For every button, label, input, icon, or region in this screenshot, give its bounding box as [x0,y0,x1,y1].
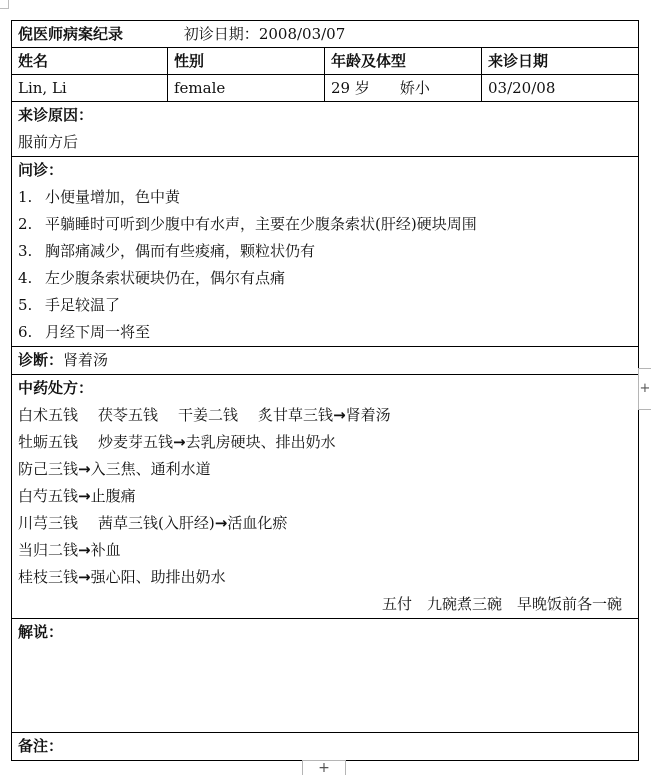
herb-item: 当归二钱 [18,541,79,559]
herb-effect: 止腹痛 [90,487,136,505]
herb-effect: 补血 [90,541,121,559]
prescription-label: 中药处方： [18,379,94,397]
prescription-line [18,510,632,537]
inquiry-item [18,211,632,238]
prescription-line [18,429,632,456]
arrow-right-icon: → [333,406,346,424]
explanation-cell [12,619,639,733]
herb-item: 桂枝三钱 [18,568,79,586]
inquiry-item-text: 左少腹条索状硬块仍在，偶尔有点痛 [45,269,286,287]
arrow-right-icon: → [78,541,91,559]
diagnosis-label: 诊断： [18,351,64,369]
herb-effect: 强心阳、助排出奶水 [90,568,226,586]
notes-label: 备注： [18,737,64,755]
herb-item: 茯苓五钱 [98,406,159,424]
title-cell [12,21,639,48]
prescription-line [18,402,632,429]
prescription-line [18,483,632,510]
page-corner-mark [8,0,9,9]
arrow-right-icon: → [173,433,186,451]
explanation-row [12,619,639,733]
diagnosis-row [12,347,639,375]
prescription-lines [18,402,632,591]
herb-effect: 肾着汤 [345,406,391,424]
herb-item: 川芎三钱 [18,514,79,532]
inquiry-item-number: 1. [18,188,33,206]
inquiry-row [12,157,639,347]
notes-cell [12,733,639,761]
inquiry-item-number: 4. [18,269,33,287]
herb-effect: 活血化瘀 [227,514,288,532]
herb-item: 防己三钱 [18,460,79,478]
inquiry-item [18,184,632,211]
inquiry-item [18,292,632,319]
expand-side-handle[interactable]: + [638,368,651,410]
patient-age-build [325,75,482,102]
medical-record-table [11,20,639,761]
herb-item: 炙甘草三钱 [258,406,334,424]
reason-label: 来诊原因： [18,106,94,124]
herb-item: 白芍五钱 [18,487,79,505]
inquiry-item [18,319,632,346]
header-visit-date: 来诊日期 [482,48,639,75]
inquiry-item [18,238,632,265]
prescription-line [18,537,632,564]
inquiry-item-number: 3. [18,242,33,260]
arrow-right-icon: → [78,487,91,505]
inquiry-item-number: 6. [18,323,33,341]
header-name: 姓名 [12,48,168,75]
inquiry-item-number: 5. [18,296,33,314]
inquiry-item [18,265,632,292]
inquiry-item-text: 胸部痛减少，偶而有些痠痛，颗粒状仍有 [45,242,316,260]
herb-effect: 入三焦、通利水道 [90,460,211,478]
prescription-line [18,564,632,591]
inquiry-item-text: 手足较温了 [45,296,121,314]
prescription-line [18,456,632,483]
herb-item: 炒麦芽五钱 [98,433,174,451]
inquiry-item-text: 小便量增加，色中黄 [45,188,181,206]
explanation-label: 解说： [18,623,64,641]
reason-row [12,102,639,157]
first-visit-date: 2008/03/07 [258,25,346,43]
record-title: 倪医师病案纪录 [18,25,124,43]
inquiry-cell [12,157,639,347]
reason-text: 服前方后 [18,133,79,151]
arrow-right-icon: → [78,568,91,586]
explanation-body[interactable] [18,646,632,732]
reason-cell [12,102,639,157]
patient-build: 娇小 [399,79,430,97]
patient-name: Lin, Li [12,75,168,102]
patient-visit-date: 03/20/08 [482,75,639,102]
expand-bottom-handle[interactable]: + [302,760,346,775]
inquiry-item-text: 月经下周一将至 [45,323,151,341]
title-row [12,21,639,48]
herb-item: 白术五钱 [18,406,79,424]
diagnosis-line [18,347,632,374]
diagnosis-text: 肾着汤 [63,351,109,369]
diagnosis-cell [12,347,639,375]
prescription-row [12,375,639,619]
dosage-instructions: 五付 九碗煮三碗 早晚饭前各一碗 [382,595,623,613]
inquiry-label: 问诊： [18,161,64,179]
patient-value-row [12,75,639,102]
header-gender: 性别 [168,48,325,75]
patient-header-row [12,48,639,75]
patient-age: 29 岁 [331,79,370,97]
prescription-cell [12,375,639,619]
arrow-right-icon: → [214,514,228,532]
header-age-build: 年龄及体型 [325,48,482,75]
herb-item: 茜草三钱(入肝经) [98,514,215,532]
herb-effect: 去乳房硬块、排出奶水 [185,433,336,451]
first-visit-label: 初诊日期： [183,25,259,43]
inquiry-item-text: 平躺睡时可听到少腹中有水声，主要在少腹条索状(肝经)硬块周围 [45,215,477,233]
patient-gender: female [168,75,325,102]
herb-item: 干姜二钱 [178,406,239,424]
inquiry-item-number: 2. [18,215,33,233]
arrow-right-icon: → [78,460,91,478]
herb-item: 牡蛎五钱 [18,433,79,451]
first-visit [184,25,345,43]
notes-row [12,733,639,761]
